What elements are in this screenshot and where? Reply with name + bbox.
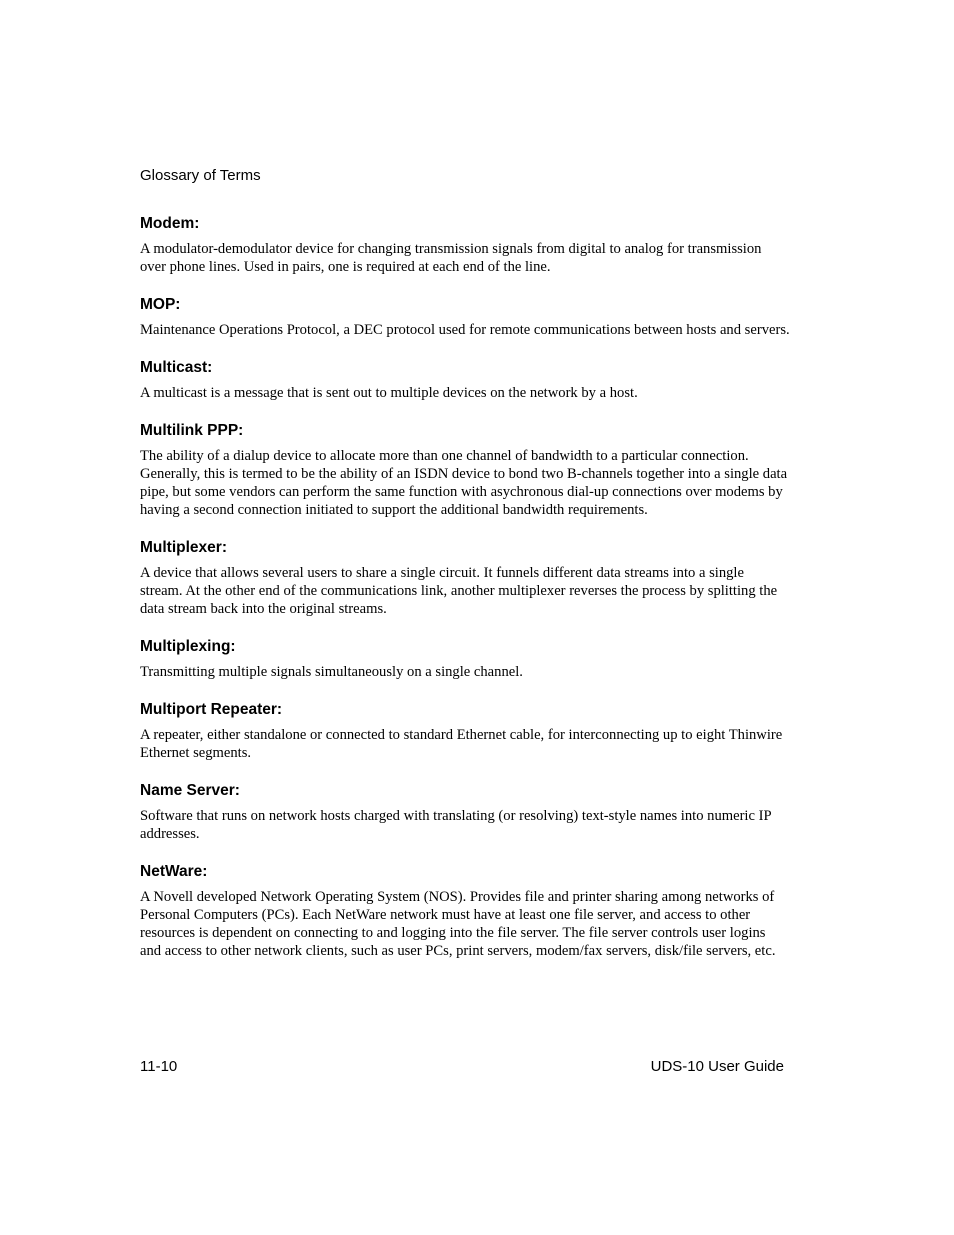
glossary-entry-mop <box>140 295 790 339</box>
term-heading: Multiport Repeater: <box>140 701 283 718</box>
term-heading: Name Server: <box>140 782 240 799</box>
term-heading: Multiplexing: <box>140 638 236 655</box>
term-definition: A Novell developed Network Operating System (NOS). Provides file and printer sharing among networks of Personal Computers (PCs). Each NetWare network must have at least one file server, and access to other resources is dependent on connecting to and logging into the file server. The file server controls user logins and access to other network clients, such as user PCs, print servers, modem/fax servers, disk/file servers, etc. <box>140 889 776 959</box>
term-definition: A device that allows several users to share a single circuit. It funnels different data streams into a single stream. At the other end of the communications link, another multiplexer reverses the process by splitting the data stream back into the original streams. <box>140 565 778 617</box>
term-heading: Multilink PPP: <box>140 422 244 439</box>
glossary-entry-modem <box>140 214 790 276</box>
term-definition: A multicast is a message that is sent out to multiple devices on the network by a host. <box>140 385 638 401</box>
term-definition: The ability of a dialup device to allocate more than one channel of bandwidth to a particular connection. Generally, this is termed to be the ability of an ISDN device to bond two B-channels together into a single data pipe, but some vendors can perform the same function with asychronous dial-up connections over modems by having a second connection initiated to support the additional bandwidth requirements. <box>140 448 788 518</box>
term-heading: Multiplexer: <box>140 539 227 556</box>
glossary-entry-name-server <box>140 781 790 843</box>
glossary-entry-netware <box>140 862 790 960</box>
glossary-entry-multicast <box>140 358 790 402</box>
document-page <box>140 0 790 1235</box>
page-number: 11-10 <box>140 1058 178 1075</box>
glossary-entry-multiplexing <box>140 637 790 681</box>
running-header: Glossary of Terms <box>140 167 261 184</box>
term-definition: Transmitting multiple signals simultaneously on a single channel. <box>140 664 523 680</box>
term-heading: NetWare: <box>140 863 208 880</box>
term-heading: Multicast: <box>140 359 213 376</box>
glossary-entry-multiplexer <box>140 538 790 618</box>
document-title: UDS-10 User Guide <box>650 1058 784 1075</box>
glossary-entry-multilink-ppp <box>140 421 790 519</box>
glossary-entries <box>140 214 790 979</box>
term-definition: A modulator-demodulator device for changing transmission signals from digital to analog for transmission over phone lines. Used in pairs, one is required at each end of the line. <box>140 241 762 275</box>
term-definition: Maintenance Operations Protocol, a DEC protocol used for remote communications between hosts and servers. <box>140 322 790 338</box>
term-heading: Modem: <box>140 215 200 232</box>
term-heading: MOP: <box>140 296 181 313</box>
term-definition: Software that runs on network hosts charged with translating (or resolving) text-style names into numeric IP addresses. <box>140 808 772 842</box>
glossary-entry-multiport-repeater <box>140 700 790 762</box>
term-definition: A repeater, either standalone or connected to standard Ethernet cable, for interconnecting up to eight Thinwire Ethernet segments. <box>140 727 783 761</box>
